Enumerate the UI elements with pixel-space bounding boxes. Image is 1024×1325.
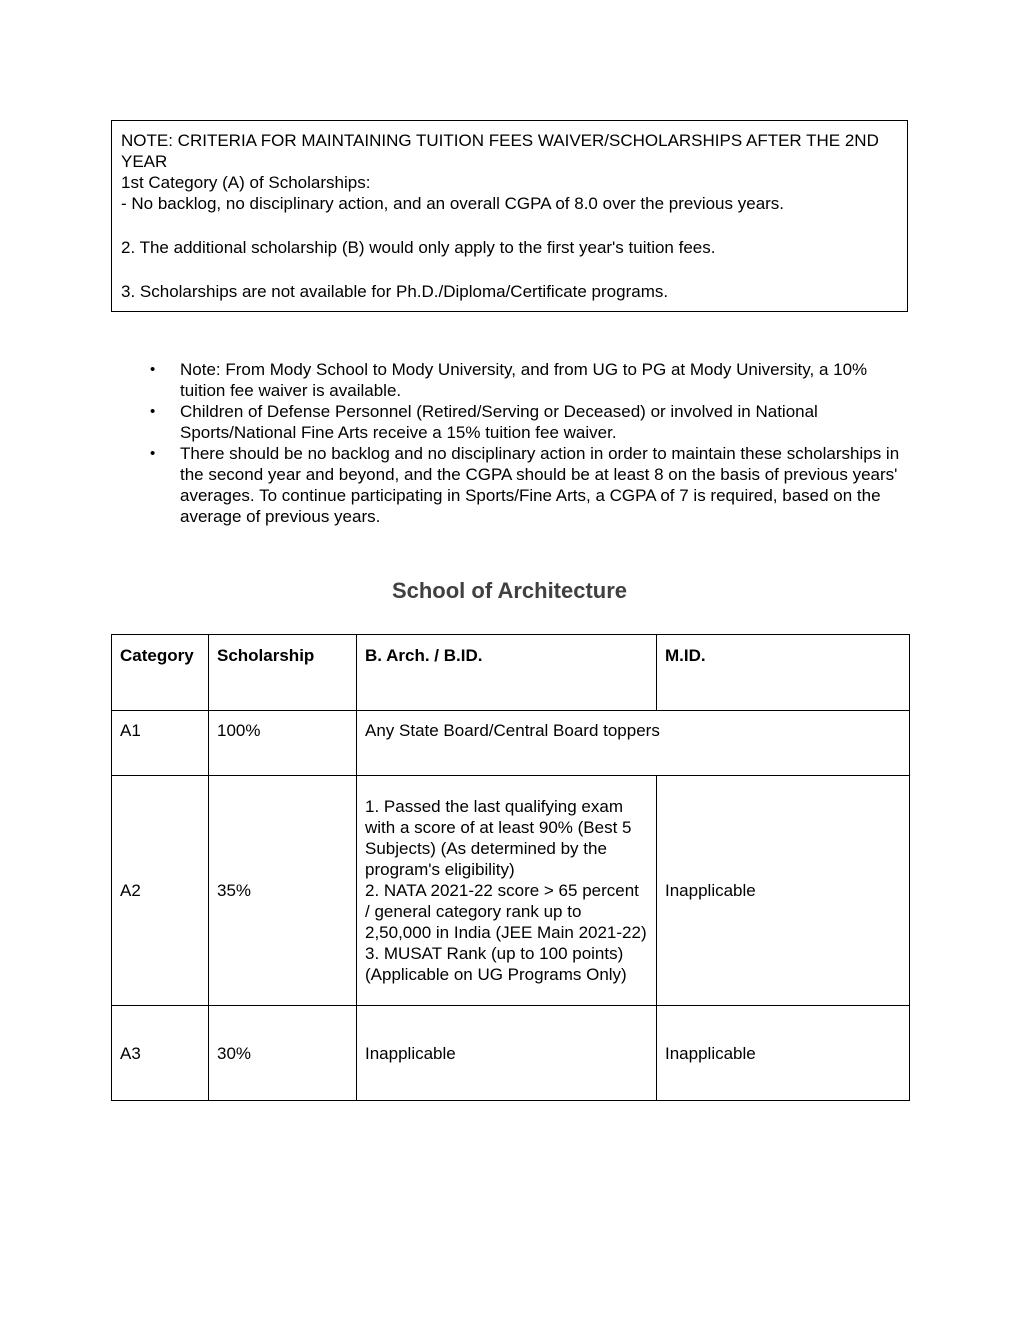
bullet-text: Note: From Mody School to Mody University, and from UG to PG at Mody University, a 10% tuition fee waiver is available. — [180, 360, 868, 400]
table-header-row — [112, 635, 910, 711]
cell-mid: Inapplicable — [657, 1006, 910, 1101]
bullet-icon: • — [150, 403, 156, 420]
bullet-item — [148, 359, 908, 401]
header-scholarship: Scholarship — [209, 635, 357, 711]
bullet-item — [148, 401, 908, 443]
cell-scholarship: 30% — [209, 1006, 357, 1101]
bullet-item — [148, 443, 908, 527]
header-mid: M.ID. — [657, 635, 910, 711]
bullet-icon: • — [150, 445, 156, 462]
cell-mid: Inapplicable — [657, 776, 910, 1006]
criteria-line: 1. Passed the last qualifying exam with a score of at least 90% (Best 5 Subjects) (As determined by the program's eligibility) — [365, 797, 632, 879]
cell-barch: Inapplicable — [357, 1006, 657, 1101]
scholarship-criteria-note-box — [111, 120, 908, 312]
bullet-icon: • — [150, 361, 156, 378]
note-category-line: 1st Category (A) of Scholarships: — [121, 173, 371, 192]
cell-scholarship: 100% — [209, 711, 357, 776]
criteria-line: 2. NATA 2021-22 score > 65 percent / general category rank up to 2,50,000 in India (JEE Main 2021-22) — [365, 881, 647, 942]
cell-scholarship: 35% — [209, 776, 357, 1006]
section-title: School of Architecture — [391, 578, 628, 603]
table-row — [112, 711, 910, 776]
table-row — [112, 776, 910, 1006]
table-row — [112, 1006, 910, 1101]
note-point-2: 2. The additional scholarship (B) would only apply to the first year's tuition fees. — [121, 238, 716, 257]
cell-category: A1 — [112, 711, 209, 776]
header-barch-bid: B. Arch. / B.ID. — [357, 635, 657, 711]
note-point-3: 3. Scholarships are not available for Ph.D./Diploma/Certificate programs. — [121, 282, 669, 301]
cell-category: A3 — [112, 1006, 209, 1101]
header-category: Category — [112, 635, 209, 711]
cell-eligibility-merged: Any State Board/Central Board toppers — [357, 711, 910, 776]
cell-category: A2 — [112, 776, 209, 1006]
architecture-scholarship-table — [111, 634, 910, 1101]
criteria-line: 3. MUSAT Rank (up to 100 points) (Applicable on UG Programs Only) — [365, 944, 627, 984]
bullet-text: Children of Defense Personnel (Retired/Serving or Deceased) or involved in National Sports/National Fine Arts receive a 15% tuition fee waiver. — [180, 402, 818, 442]
note-criteria-line: - No backlog, no disciplinary action, and an overall CGPA of 8.0 over the previous years. — [121, 194, 785, 213]
cell-barch-criteria — [357, 776, 657, 1006]
note-heading: NOTE: CRITERIA FOR MAINTAINING TUITION FEES WAIVER/SCHOLARSHIPS AFTER THE 2ND YEAR — [121, 131, 879, 171]
bullet-text: There should be no backlog and no disciplinary action in order to maintain these scholarships in the second year and beyond, and the CGPA should be at least 8 on the basis of previous years' averages. To continue participating in Sports/Fine Arts, a CGPA of 7 is required, based on the average of previous years. — [180, 444, 900, 526]
waiver-bullet-list — [148, 359, 908, 527]
